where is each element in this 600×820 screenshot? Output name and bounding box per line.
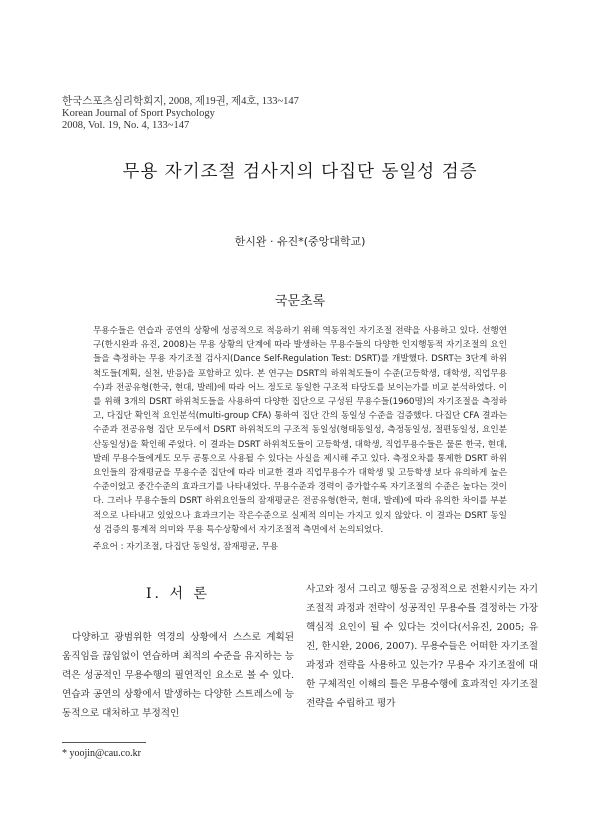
journal-citation [62,96,299,132]
journal-line-english: Korean Journal of Sport Psychology [62,108,215,119]
intro-left-column: 다양하고 광범위한 역경의 상황에서 스스로 계획된 움직임을 끊임없이 연습하며 최적의 수준을 유지하는 능력은 성공적인 무용수행의 필연적인 요소로 볼 수 있다. 연습과 공연의 상황에서 발생하는 다양한 스트레스에 능동적으로 대처하고 부정적인 [62,632,294,719]
footnote-email: * yoojin@cau.co.kr [62,748,141,759]
journal-line-korean: 한국스포츠심리학회지, 2008, 제19권, 제4호, 133~147 [62,96,299,107]
keywords: 주요어 : 자기조절, 다집단 동일성, 잠재평균, 무용 [93,542,279,552]
paper-title: 무용 자기조절 검사지의 다집단 동일성 검증 [122,162,478,182]
abstract-body: 무용수들은 연습과 공연의 상황에 성공적으로 적응하기 위해 역동적인 자기조절 전략을 사용하고 있다. 선행연구(한시완과 유진, 2008)는 무용 상황의 단계에 따라 발생하는 무용수들의 다양한 인지행동적 자기조절의 요인들을 측정하는 무용 자기조절 검사지(Dance Self-Regulation Test: DSRT)를 개발했다. DSRT는 3단계 하위척도들(계획, 실천, 반응)을 포함하고 있다. 본 연구는 DSRT의 하위척도들이 수준(고등학생, 대학생, 직업무용수)과 전공유형(한국, 현대, 발레)에 따라 어느 정도로 동일한 구조적 타당도를 보이는가를 비교 분석하였다. 이를 위해 3개의 DSRT 하위척도들을 사용하여 다양한 집단으로 구성된 무용수들(1960명)의 자기조절을 측정하고, 다집단 확인적 요인분석(multi-group CFA) 통하여 집단 간의 동일성 수준을 검증했다. 다집단 CFA 결과는 수준과 전공유형 집단 모두에서 DSRT 하위척도의 구조적 동일성(형태동일성, 측정동일성, 절편동일성, 요인분산동일성)을 확인해 주었다. 이 결과는 DSRT 하위척도들이 고등학생, 대학생, 직업무용수들은 물론 한국, 현대, 발레 무용수들에게도 모두 공통으로 사용될 수 있다는 사실을 제시해 주고 있다. 측정오차를 통제한 DSRT 하위요인들의 잠재평균을 무용수준 집단에 따라 비교한 결과 직업무용수가 대학생 및 고등학생 보다 유의하게 높은 수준이었고 중간수준의 효과크기를 나타내었다. 무용수준과 경력이 증가할수록 자기조절의 수준은 높다는 것이다. 그러나 무용수들의 DSRT 하위요인들의 잠재평균은 전공유형(한국, 현대, 발레)에 따라 유의한 차이를 부분적으로 나타내고 있었으나 효과크기는 작은수준으로 실제적 의미는 가지고 있지 않았다. 이 결과는 DSRT 동일성 검증의 통계적 의미와 무용 특수상황에서 자기조절적 측면에서 논의되었다. [93,326,507,535]
abstract-heading: 국문초록 [274,294,326,309]
journal-line-volume: 2008, Vol. 19, No. 4, 133~147 [62,120,190,131]
section-heading-introduction: I. 서 론 [146,586,210,602]
footnote-divider [62,742,146,743]
paper-authors: 한시완 · 유진*(중앙대학교) [234,235,366,248]
intro-right-column: 사고와 정서 그리고 행동을 긍정적으로 전환시키는 자기조절적 과정과 전략이 성공적인 무용수를 결정하는 가장 핵심적 요인이 될 수 있다는 것이다(서유진, 2005; 유진, 한시완, 2006, 2007). 무용수들은 어떠한 자기조절 과정과 전략을 사용하고 있는가? 무용수 자기조절에 대한 구체적인 이해의 틀은 무용수행에 효과적인 자기조절 전략을 수립하고 평가 [306,584,538,709]
